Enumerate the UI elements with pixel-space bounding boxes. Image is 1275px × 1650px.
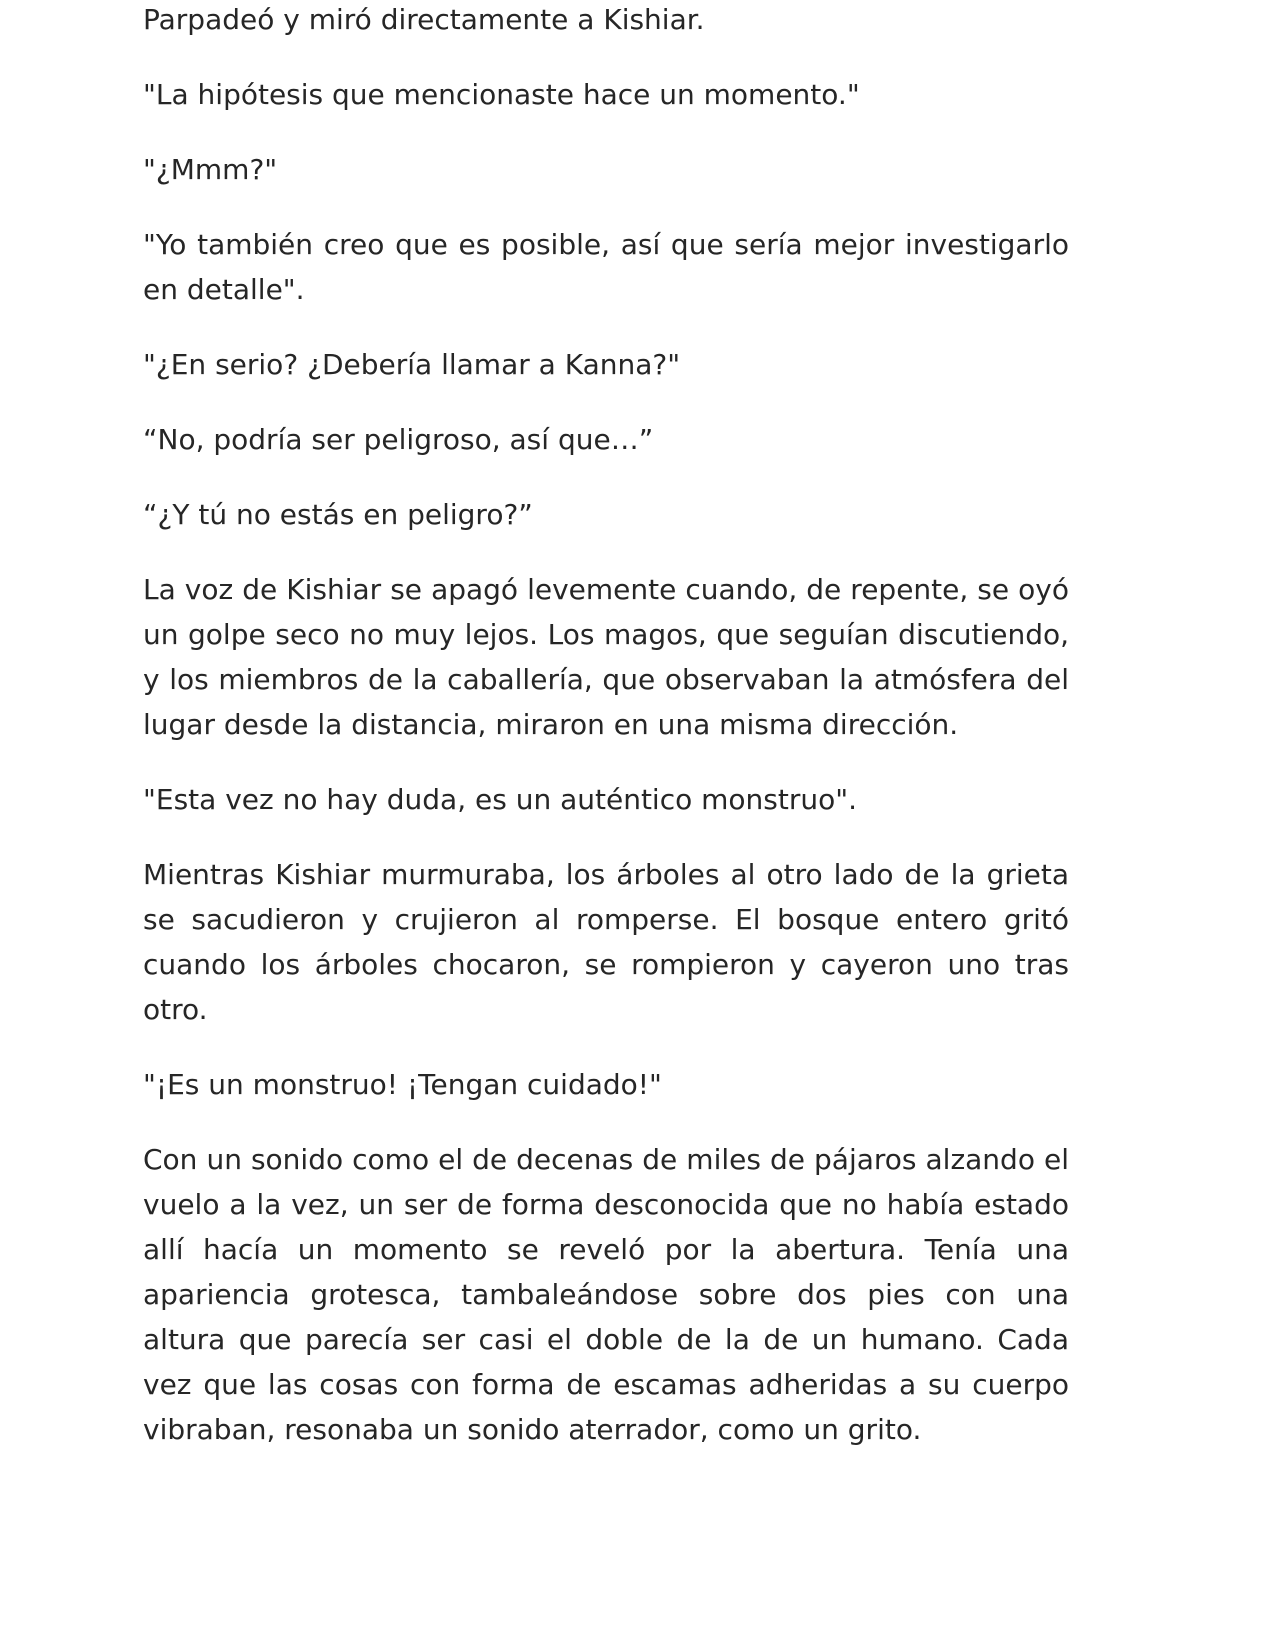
paragraph-6: “No, podría ser peligroso, así que…” [143, 423, 654, 456]
document-page [143, 0, 1069, 1482]
paragraph-3: "¿Mmm?" [143, 153, 278, 186]
paragraph-1: Parpadeó y miró directamente a Kishiar. [143, 3, 705, 36]
paragraph-4: "Yo también creo que es posible, así que sería mejor investigarlo en detalle". [143, 228, 1069, 306]
paragraph-12: Con un sonido como el de decenas de miles de pájaros alzando el vuelo a la vez, un ser de forma desconocida que no había estado allí hacía un momento se reveló por la abertura. Tenía una apariencia grotesca, tambaleándose sobre dos pies con una altura que parecía ser casi el doble de la de un humano. Cada vez que las cosas con forma de escamas adheridas a su cuerpo vibraban, resonaba un sonido aterrador, como un grito. [143, 1143, 1069, 1446]
paragraph-11: "¡Es un monstruo! ¡Tengan cuidado!" [143, 1068, 662, 1101]
paragraph-5: "¿En serio? ¿Debería llamar a Kanna?" [143, 348, 681, 381]
paragraph-2: "La hipótesis que mencionaste hace un momento." [143, 78, 860, 111]
paragraph-8: La voz de Kishiar se apagó levemente cuando, de repente, se oyó un golpe seco no muy lejos. Los magos, que seguían discutiendo, y los miembros de la caballería, que observaban la atmósfera del lugar desde la distancia, miraron en una misma dirección. [143, 573, 1069, 741]
paragraph-9: "Esta vez no hay duda, es un auténtico monstruo". [143, 783, 858, 816]
paragraph-7: “¿Y tú no estás en peligro?” [143, 498, 533, 531]
paragraph-10: Mientras Kishiar murmuraba, los árboles al otro lado de la grieta se sacudieron y crujieron al romperse. El bosque entero gritó cuando los árboles chocaron, se rompieron y cayeron uno tras otro. [143, 858, 1069, 1026]
